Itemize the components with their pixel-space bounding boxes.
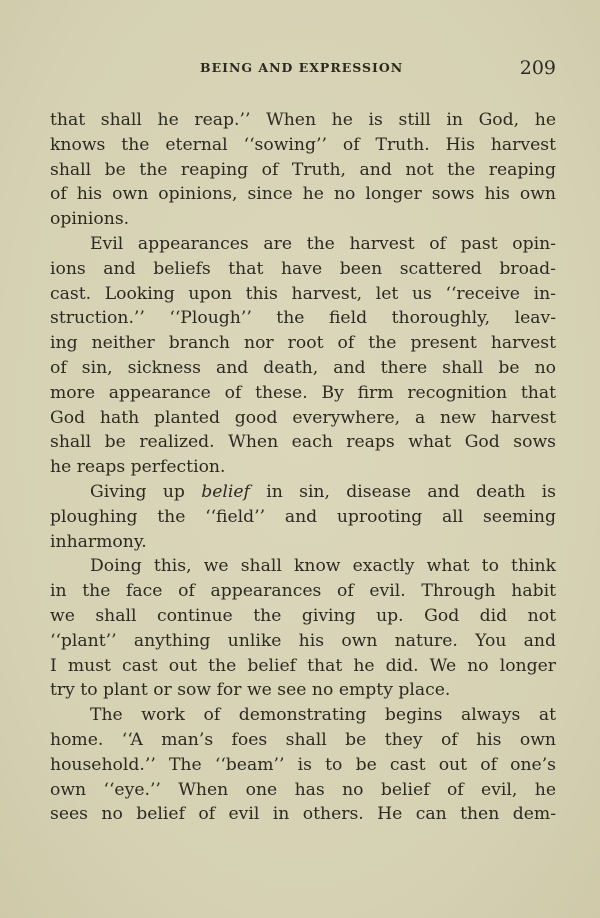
text-line: that shall he reap.’’ When he is still in God, he [50,110,556,130]
text-line: struction.’’ ‘‘Plough’’ the field thoroughly, leav- [50,308,556,329]
text-line: Evil appearances are the harvest of past opin- [90,233,556,254]
text-line: ploughing the ‘‘field’’ and uprooting all seeming [50,506,556,527]
text-line: in the face of appearances of evil. Through habit [50,581,556,602]
text-line: God hath planted good everywhere, a new harvest [50,407,556,428]
running-head: BEING AND EXPRESSION [200,60,404,75]
text-line: ing neither branch nor root of the present harvest [50,333,556,354]
text-line: shall be realized. When each reaps what God sows [50,432,556,453]
text-line: home. ‘‘A man’s foes shall be they of his own [50,729,556,750]
text-line: knows the eternal ‘‘sowing’’ of Truth. His harvest [50,134,556,155]
italic-word: belief [201,481,250,502]
text-line: he reaps perfection. [50,457,226,478]
text-line: sees no belief of evil in others. He can then dem- [50,804,556,825]
paragraph [50,232,556,480]
page-number: 209 [519,57,556,79]
text-line: I must cast out the belief that he did. We no longer [50,655,556,676]
text-line: inharmony. [50,531,147,552]
text-line: household.’’ The ‘‘beam’’ is to be cast out of one’s [50,754,556,775]
paragraph [50,108,556,232]
text-line [50,480,556,505]
text-segment: in sin, disease and death is [249,481,556,502]
text-line: Doing this, we shall know exactly what to think [90,556,556,577]
body-text [50,108,556,827]
text-line: The work of demonstrating begins always at [90,705,556,726]
text-line: own ‘‘eye.’’ When one has no belief of evil, he [50,779,556,800]
text-segment: Giving up [90,481,202,502]
text-line: more appearance of these. By firm recognition that [50,382,556,403]
text-line: cast. Looking upon this harvest, let us ‘‘receive in- [50,283,556,304]
text-line: try to plant or sow for we see no empty place. [50,680,451,701]
text-line: ‘‘plant’’ anything unlike his own nature. You and [50,630,556,651]
paragraph [50,703,556,827]
paragraph [50,554,556,703]
text-line: of sin, sickness and death, and there shall be no [50,357,556,378]
text-line: shall be the reaping of Truth, and not the reaping [50,159,556,180]
paragraph [50,480,556,554]
text-line: opinions. [50,209,130,230]
text-line: of his own opinions, since he no longer sows his own [50,184,556,205]
text-line: we shall continue the giving up. God did not [50,605,556,626]
text-line: ions and beliefs that have been scattered broad- [50,258,556,279]
